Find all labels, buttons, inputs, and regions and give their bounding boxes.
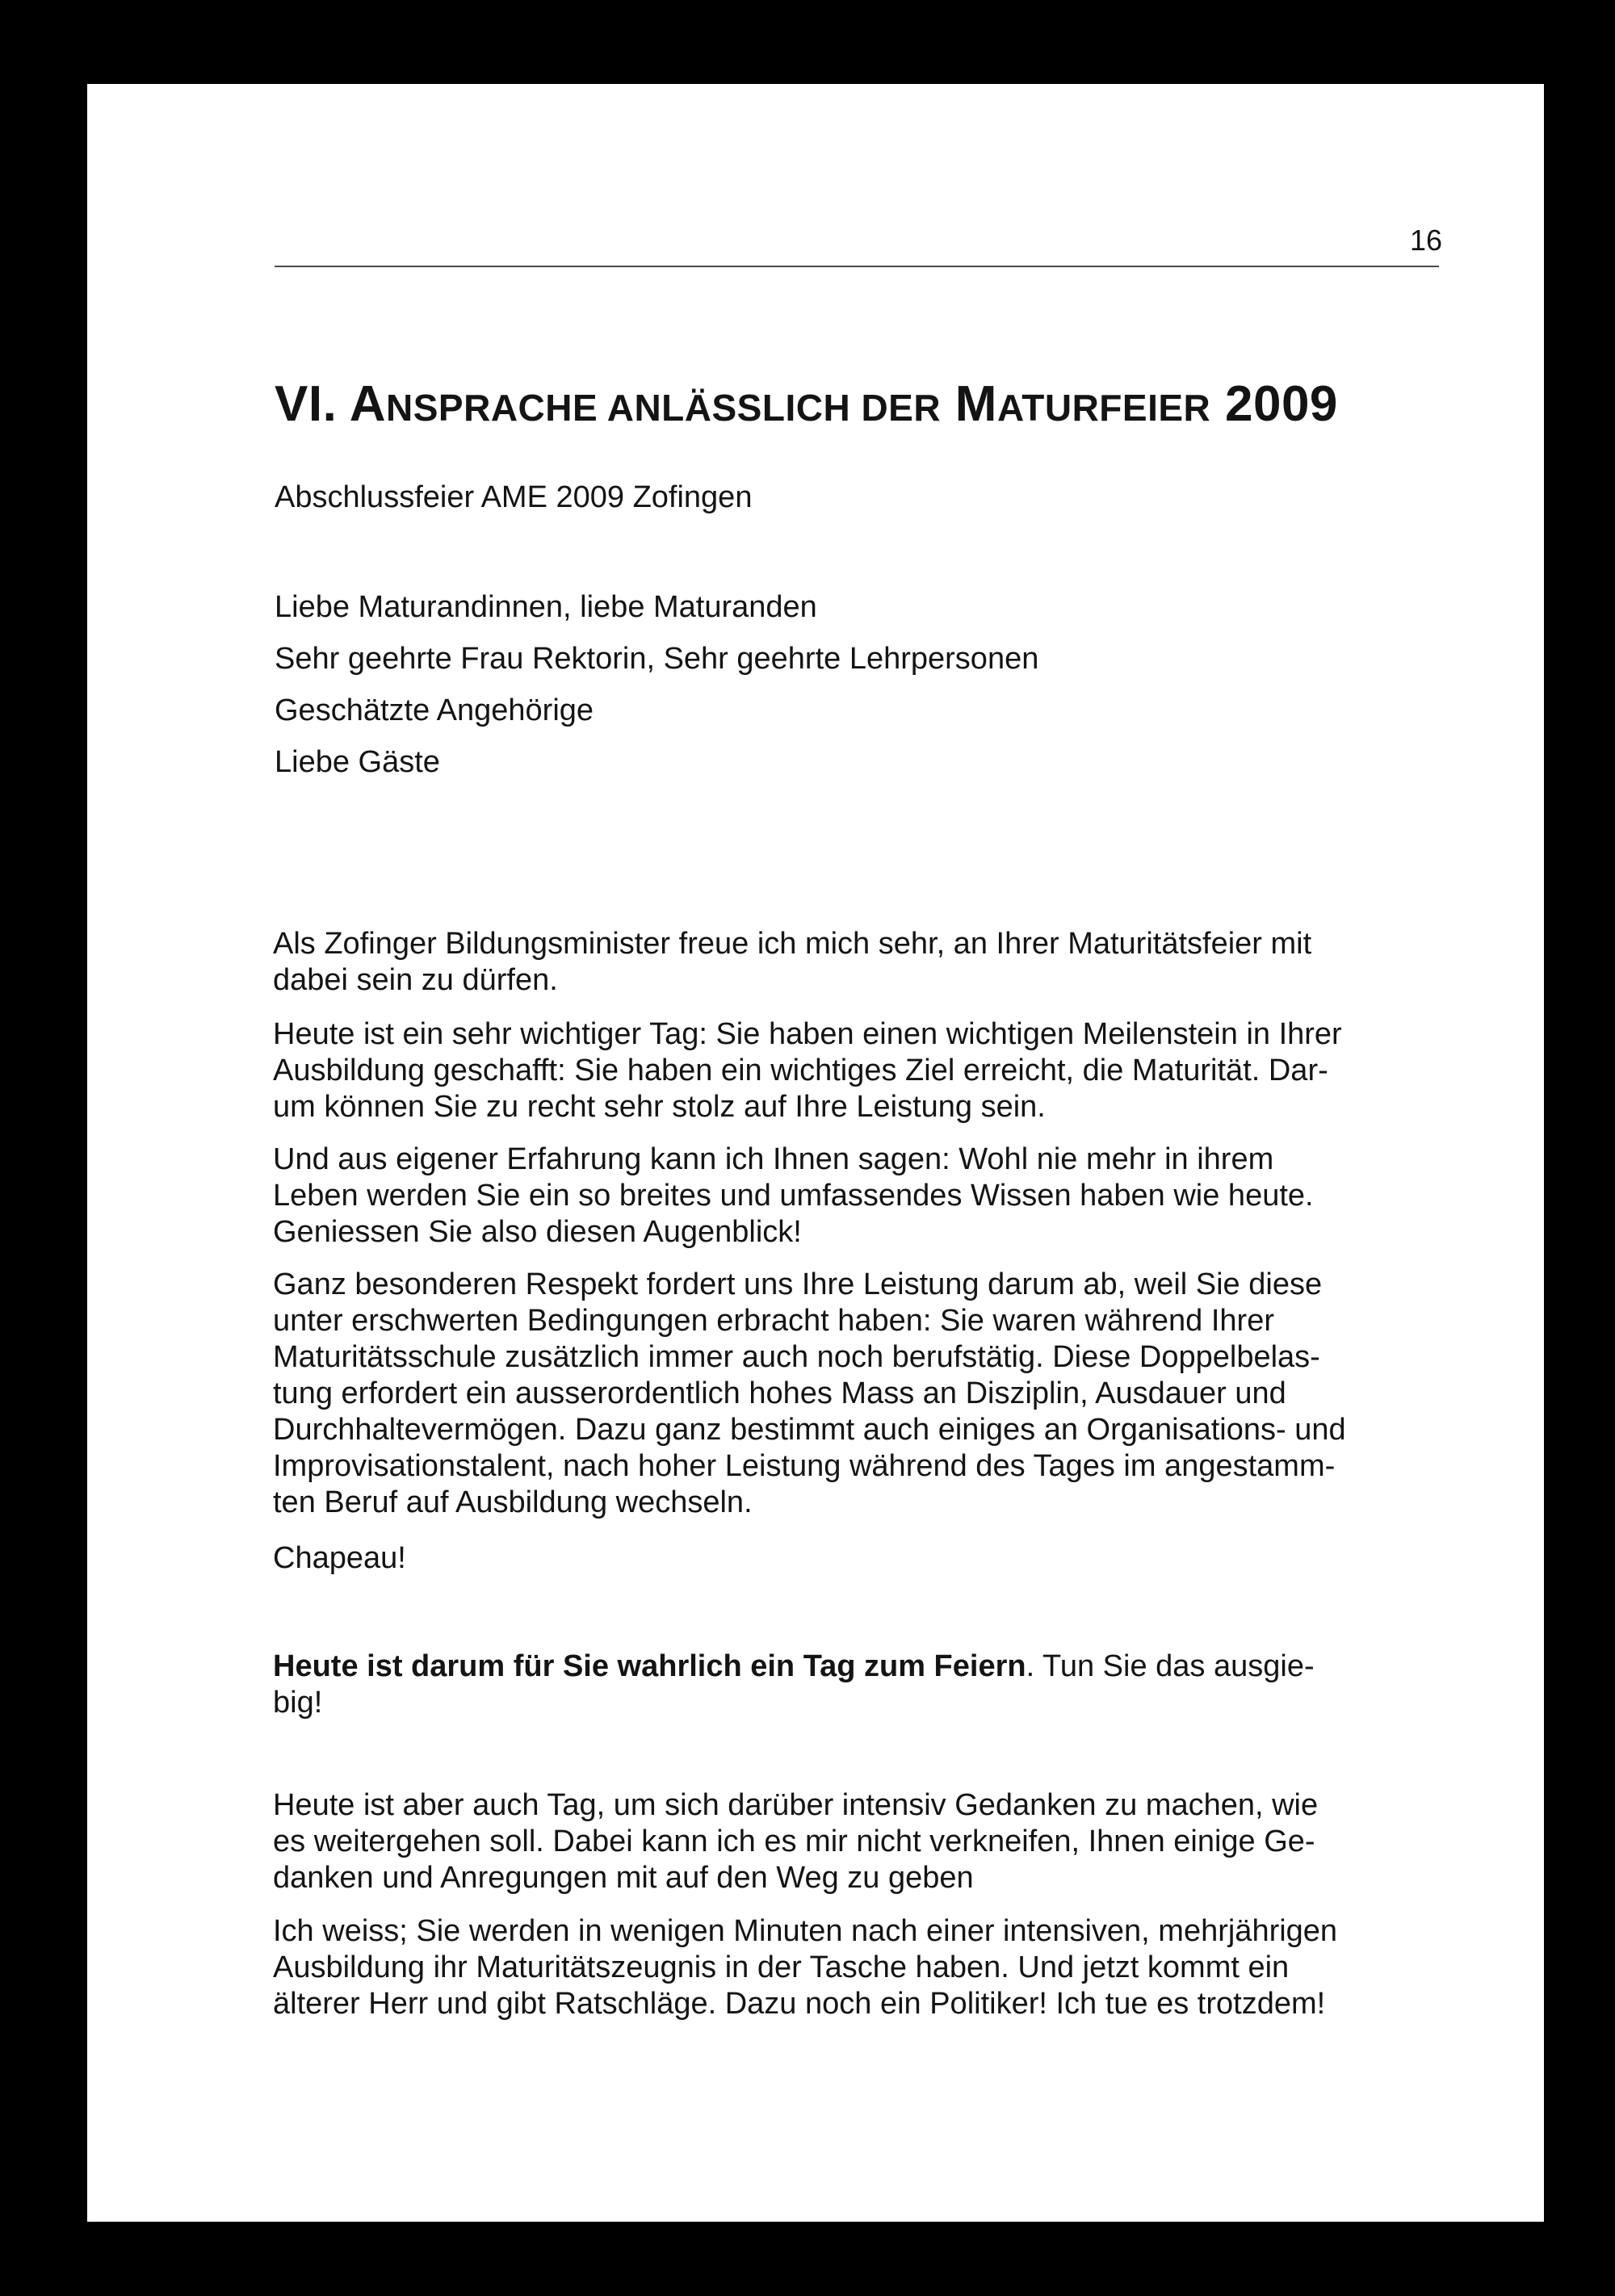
paragraph-line: dabei sein zu dürfen.: [273, 963, 558, 997]
paragraph-line: Als Zofinger Bildungsminister freue ich mich sehr, an Ihrer Maturitätsfeier mit: [273, 927, 1312, 961]
paragraph-line: Ausbildung ihr Maturitätszeugnis in der Tasche haben. Und jetzt kommt ein: [273, 1950, 1290, 1984]
paragraph-line: Ausbildung geschafft: Sie haben ein wichtiges Ziel erreicht, die Maturität. Dar-: [273, 1054, 1328, 1087]
paragraph-line: Heute ist aber auch Tag, um sich darüber intensiv Gedanken zu machen, wie: [273, 1788, 1319, 1822]
title-part-year: 2009: [1210, 376, 1338, 432]
header-rule: [275, 266, 1439, 267]
paragraph-line: danken und Anregungen mit auf den Weg zu geben: [273, 1861, 974, 1895]
paragraph-line: es weitergehen soll. Dabei kann ich es mir nicht verkneifen, Ihnen einige Ge-: [273, 1825, 1315, 1858]
greeting-line: Liebe Gäste: [275, 745, 440, 779]
title-part-cap-2: M: [941, 376, 997, 432]
paragraph-intro: [273, 926, 1311, 999]
paragraph-line: Heute ist ein sehr wichtiger Tag: Sie haben einen wichtigen Meilenstein in Ihrer: [273, 1017, 1342, 1051]
paragraph-line: Geniessen Sie also diesen Augenblick!: [273, 1215, 802, 1249]
greeting-line: Geschätzte Angehörige: [275, 693, 594, 727]
paragraph-line: Ich weiss; Sie werden in wenigen Minuten nach einer intensiven, mehrjährigen: [273, 1914, 1338, 1948]
paragraph-celebrate: [273, 1649, 1315, 1721]
paragraph-advice: [273, 1913, 1337, 2022]
paragraph-line: um können Sie zu recht sehr stolz auf Ihre Leistung sein.: [273, 1090, 1046, 1124]
paragraph-line: tung erfordert ein ausserordentlich hohes Mass an Disziplin, Ausdauer und: [273, 1376, 1286, 1410]
paragraph-line: Ganz besonderen Respekt fordert uns Ihre Leistung darum ab, weil Sie diese: [273, 1267, 1323, 1301]
paragraph-line: älterer Herr und gibt Ratschläge. Dazu noch ein Politiker! Ich tue es trotzdem!: [273, 1987, 1326, 2021]
document-page: [87, 84, 1544, 2222]
paragraph-respect: [273, 1267, 1346, 1521]
section-title: [275, 376, 1338, 432]
greeting-line: Sehr geehrte Frau Rektorin, Sehr geehrte Lehrpersonen: [275, 642, 1039, 676]
paragraph-line: Und aus eigener Erfahrung kann ich Ihnen sagen: Wohl nie mehr in ihrem: [273, 1142, 1274, 1176]
bold-lead-text: Heute ist darum für Sie wahrlich ein Tag zum Feiern: [273, 1649, 1026, 1683]
paragraph-milestone: [273, 1016, 1342, 1125]
subtitle: Abschlussfeier AME 2009 Zofingen: [275, 480, 753, 514]
paragraph-line: [273, 1649, 1315, 1685]
greeting-line: Liebe Maturandinnen, liebe Maturanden: [275, 590, 817, 624]
paragraph-line: Durchhaltevermögen. Dazu ganz bestimmt auch einiges an Organisations- und: [273, 1413, 1346, 1447]
greetings-block: [275, 581, 1038, 788]
paragraph-line: ten Beruf auf Ausbildung wechseln.: [273, 1485, 753, 1519]
paragraph-line: unter erschwerten Bedingungen erbracht haben: Sie waren während Ihrer: [273, 1304, 1274, 1338]
paragraph-chapeau: [273, 1540, 406, 1577]
title-part-roman: VI. A: [275, 376, 387, 432]
paragraph-line: Leben werden Sie ein so breites und umfassendes Wissen haben wie heute.: [273, 1179, 1314, 1213]
paragraph-line: Improvisationstalent, nach hoher Leistung während des Tages im angestamm-: [273, 1449, 1336, 1483]
paragraph-experience: [273, 1142, 1314, 1251]
paragraph-line: Chapeau!: [273, 1541, 406, 1575]
paragraph-line-rest: . Tun Sie das ausgie-: [1026, 1649, 1315, 1683]
paragraph-line: Maturitätsschule zusätzlich immer auch noch berufstätig. Diese Doppelbelas-: [273, 1340, 1320, 1374]
title-part-smallcaps-2: ATURFEIER: [996, 387, 1211, 429]
paragraph-reflection: [273, 1787, 1318, 1896]
paragraph-line: big!: [273, 1686, 323, 1720]
title-part-smallcaps-1: NSPRACHE ANLÄSSLICH DER: [386, 387, 942, 429]
page-number: 16: [1409, 224, 1442, 257]
